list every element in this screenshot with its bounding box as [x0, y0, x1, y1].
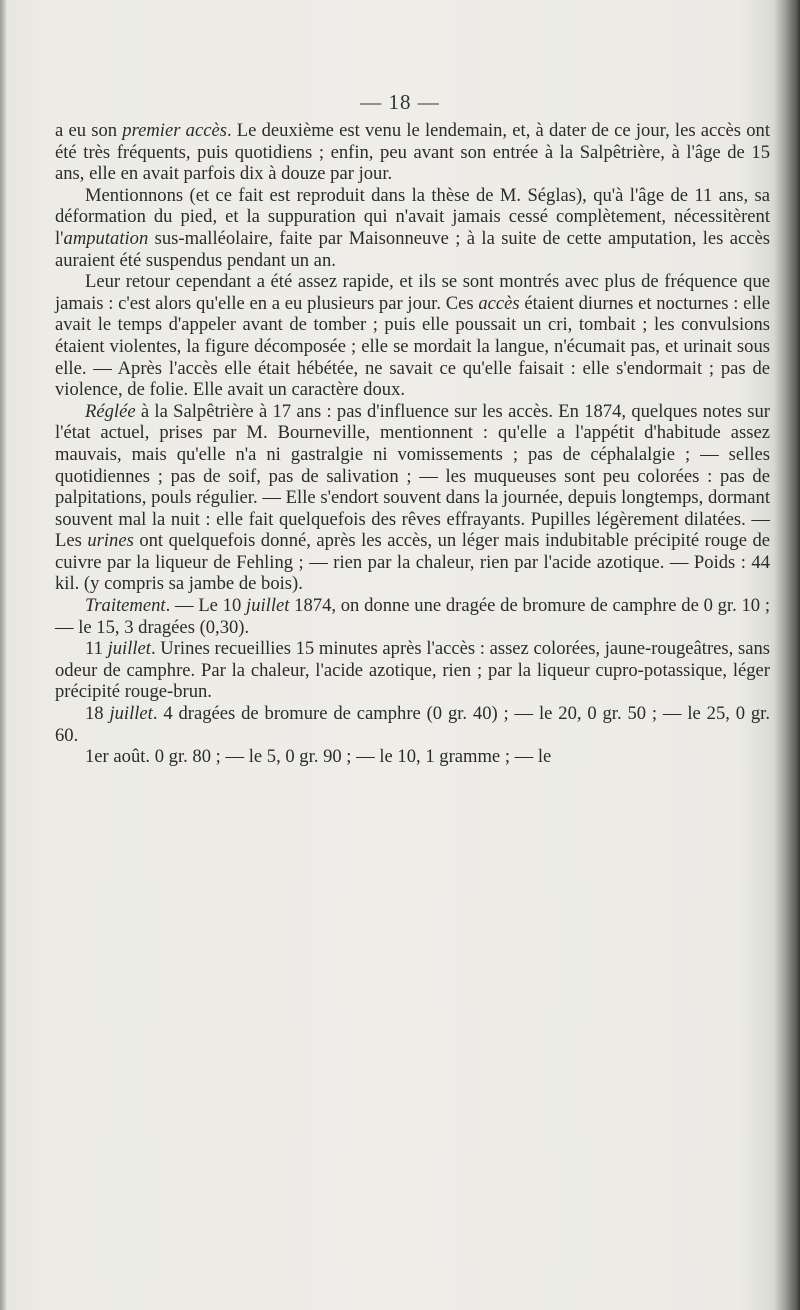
- italic-text-segment: juillet: [109, 703, 153, 725]
- paragraph: [55, 703, 770, 746]
- italic-text-segment: Traitement: [85, 595, 166, 617]
- paragraph: [55, 185, 770, 271]
- text-segment: Mentionnons (et ce fait est reproduit dans la thèse de M. Séglas), qu'à l'âge de 11 ans, sa déformation du pied, et la suppuration qui n'avait jamais cessé complètement, nécessitèrent l': [55, 184, 770, 249]
- text-segment: a eu son: [55, 120, 123, 141]
- text-segment: 18: [85, 703, 110, 725]
- paragraph: [55, 271, 770, 401]
- italic-text-segment: Réglée: [85, 400, 136, 422]
- paragraph: [55, 401, 770, 595]
- text-segment: sus-malléolaire, faite par Maisonneuve ; à la suite de cette amputation, les accès auraient été suspendus pendant un an.: [55, 227, 770, 271]
- italic-text-segment: premier accès: [122, 120, 227, 141]
- text-segment: . 4 dragées de bromure de camphre (0 gr. 40) ; — le 20, 0 gr. 50 ; — le 25, 0 gr. 60.: [55, 703, 770, 746]
- paragraph: [55, 746, 770, 768]
- body-text: [55, 120, 770, 768]
- text-segment: Leur retour cependant a été assez rapide, et ils se sont montrés avec plus de fréquence que jamais : c'est alors qu'elle en a eu plusieurs par jour. Ces: [55, 271, 770, 314]
- italic-text-segment: amputation: [63, 227, 149, 249]
- paragraph: [55, 595, 770, 638]
- text-segment: . Urines recueillies 15 minutes après l'accès : assez colorées, jaune-rougeâtres, sans odeur de camphre. Par la chaleur, l'acide azotique, rien ; par la liqueur cupro-potassique, léger précipité rouge-brun.: [55, 638, 770, 703]
- text-segment: . — Le 10: [165, 595, 247, 617]
- text-segment: à la Salpêtrière à 17 ans : pas d'influence sur les accès. En 1874, quelques notes sur l'état actuel, prises par M. Bourneville, mentionnent : qu'elle a l'appétit d'habitude assez mauvais, mais qu'elle n'a ni gastralgie ni vomissements ; pas de céphalalgie ; — selles quotidiennes ; pas de soif, pas de salivation ; — les muqueuses sont peu colorées : pas de palpitations, pouls régulier. — Elle s'endort souvent dans la journée, depuis longtemps, dormant souvent mal la nuit : elle fait quelquefois des rêves effrayants. Pupilles légèrement dilatées. — Les: [55, 400, 770, 552]
- text-segment: 11: [85, 638, 108, 660]
- text-segment: étaient diurnes et nocturnes : elle avait le temps d'appeler avant de tomber ; puis elle poussait un cri, tombait ; les convulsions étaient violentes, la figure décomposée ; elle se mordait la langue, n'écumait pas, et urinait sous elle. — Après l'accès elle était hébétée, ne savait ce qu'elle faisait : elle s'endormait ; pas de violence, de folie. Elle avait un caractère doux.: [55, 292, 770, 401]
- page-gutter-shadow: [774, 0, 800, 1310]
- page-number: — 18 —: [360, 90, 440, 114]
- text-segment: . Le deuxième est venu le lendemain, et, à dater de ce jour, les accès ont été très fréquents, puis quotidiens ; enfin, peu avant son entrée à la Salpêtrière, à l'âge de 15 ans, elle en avait parfois dix à douze par jour.: [55, 120, 771, 185]
- paragraph: [55, 638, 770, 703]
- text-segment: ont quelquefois donné, après les accès, un léger mais indubitable précipité rouge de cuivre par la liqueur de Fehling ; — rien par la chaleur, rien par l'acide azotique. — Poids : 44 kil. (y compris sa jambe de bois).: [55, 530, 770, 595]
- text-segment: 1er août. 0 gr. 80 ; — le 5, 0 gr. 90 ; — le 10, 1 gramme ; — le: [85, 746, 552, 768]
- page-left-edge: [0, 0, 6, 1310]
- italic-text-segment: accès: [478, 292, 520, 314]
- paragraph: [55, 120, 770, 185]
- italic-text-segment: urines: [87, 530, 134, 552]
- italic-text-segment: juillet: [107, 638, 151, 660]
- text-segment: 1874, on donne une dragée de bromure de camphre de 0 gr. 10 ; — le 15, 3 dragées (0,30).: [55, 595, 770, 638]
- italic-text-segment: juillet: [246, 595, 290, 617]
